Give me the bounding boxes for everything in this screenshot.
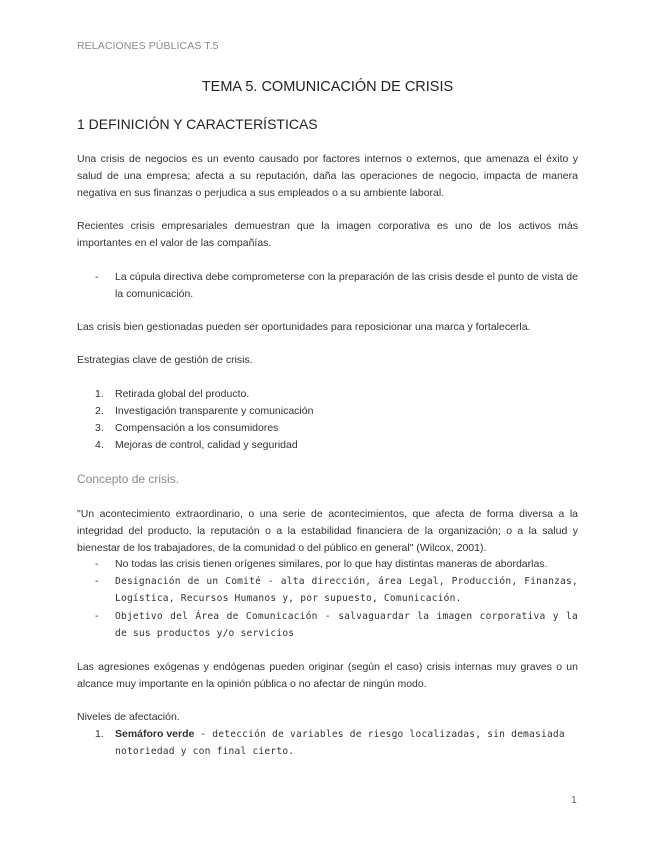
paragraph-opportunity: Las crisis bien gestionadas pueden ser oportunidades para reposicionar una marca y fortalecerla. [77, 321, 531, 333]
level-number: 1. [95, 728, 104, 740]
strategy-item [95, 420, 578, 437]
bullet-dash: - [95, 610, 99, 622]
strategy-text: Retirada global del producto. [115, 388, 250, 400]
bullet-text: No todas las crisis tienen orígenes similares, por lo que hay distintas maneras de abordarlas. [115, 558, 548, 570]
strategy-number: 2. [95, 405, 104, 417]
paragraph-strategies-intro: Estrategias clave de gestión de crisis. [77, 354, 253, 366]
section-heading: 1 DEFINICIÓN Y CARACTERÍSTICAS [77, 116, 318, 132]
bullet-text: La cúpula directiva debe comprometerse con la preparación de las crisis desde el punto de vista de la comunicación. [115, 271, 578, 300]
bullet-text: Designación de un Comité - alta dirección, área Legal, Producción, Finanzas, Logística, Recursos Humanos y, por supuesto, Comunicación. [115, 576, 578, 604]
bullet-text: Objetivo del Área de Comunicación - salvaguardar la imagen corporativa y la de sus productos y/o servicios [115, 611, 578, 639]
strategy-text: Mejoras de control, calidad y seguridad [115, 439, 298, 451]
document-title: TEMA 5. COMUNICACIÓN DE CRISIS [201, 79, 454, 95]
strategy-text: Investigación transparente y comunicación [115, 405, 314, 417]
paragraph-aggressions: Las agresiones exógenas y endógenas pueden originar (según el caso) crisis internas muy graves o un alcance muy importante en la opinión pública o no afectar de ningún modo. [77, 661, 578, 690]
paragraph-corporate-image: Recientes crisis empresariales demuestran que la imagen corporativa es uno de los activos más importantes en el valor de las compañías. [77, 220, 578, 249]
bullet-dash: - [95, 575, 99, 587]
level-text [115, 726, 578, 760]
paragraph-quote: "Un acontecimiento extraordinario, o una serie de acontecimientos, que afecta de forma diversa a la integridad del producto, la reputación o a la estabilidad financiera de la organización; o a la salud y bienestar de los trabajadores, de la comunidad o del público en general" (Wilcox, 2001). [77, 508, 578, 554]
bullet-item [95, 556, 578, 573]
strategy-item [95, 437, 578, 454]
subsection-heading: Concepto de crisis. [77, 472, 180, 486]
page-number: 1 [571, 794, 577, 806]
strategy-item [95, 386, 578, 403]
page-header: RELACIONES PÚBLICAS T.5 [77, 40, 219, 52]
level-label: Semáforo verde [115, 728, 195, 740]
strategy-number: 1. [95, 388, 104, 400]
paragraph-definition: Una crisis de negocios es un evento causado por factores internos o externos, que amenaza el éxito y salud de una empresa; afecta a su reputación, daña las operaciones de negocio, impacta de manera negativa en sus finanzas o perjudica a sus empleados o a su ambiente laboral. [77, 153, 578, 199]
paragraph-levels-intro: Niveles de afectación. [77, 711, 180, 723]
bullet-item [95, 269, 578, 303]
bullet-item [95, 573, 578, 607]
level-item [95, 726, 578, 760]
bullet-item [95, 608, 578, 642]
level-description: - detección de variables de riesgo localizadas, sin demasiada notoriedad y con final cierto. [115, 729, 565, 757]
strategy-text: Compensación a los consumidores [115, 422, 279, 434]
strategy-item [95, 403, 578, 420]
bullet-dash: - [95, 558, 99, 570]
strategy-number: 3. [95, 422, 104, 434]
bullet-dash: - [95, 271, 99, 283]
strategy-number: 4. [95, 439, 104, 451]
